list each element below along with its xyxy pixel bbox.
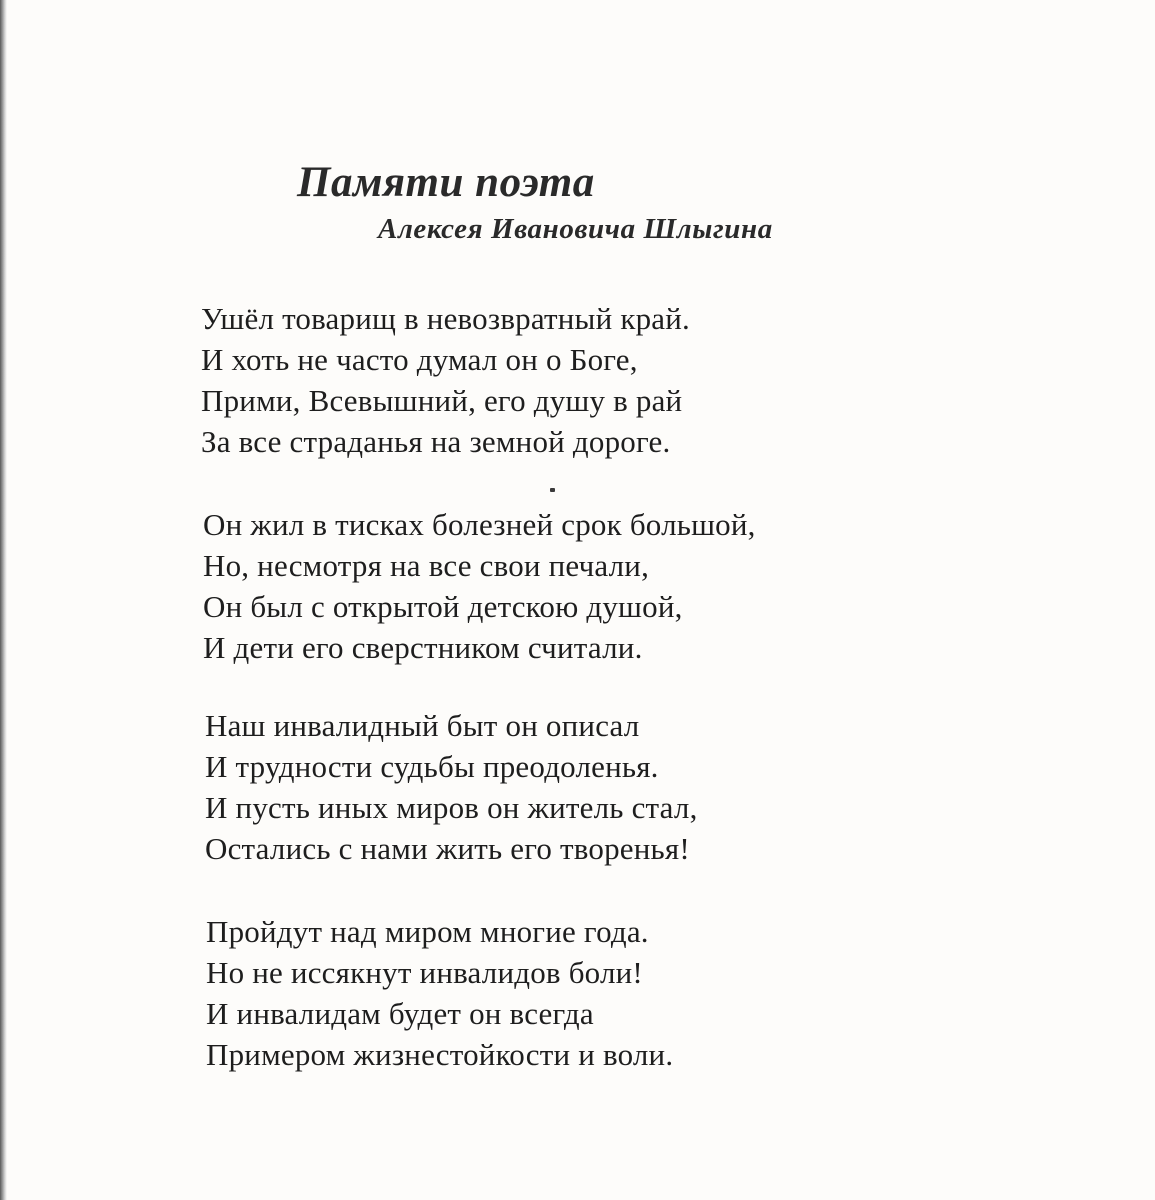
poem-line: Прими, Всевышний, его душу в рай	[201, 383, 683, 418]
poem-line: И трудности судьбы преодоленья.	[205, 749, 659, 784]
poem-line: И хоть не часто думал он о Боге,	[201, 342, 638, 377]
poem-line: Наш инвалидный быт он описал	[205, 708, 640, 743]
stanza-3	[205, 705, 698, 869]
poem-line: Но, несмотря на все свои печали,	[203, 548, 650, 583]
poem-dedication: Алексея Ивановича Шлыгина	[378, 213, 773, 245]
poem-line: И дети его сверстником считали.	[203, 630, 643, 665]
poem-line: И пусть иных миров он житель стал,	[205, 790, 698, 825]
poem-line: И инвалидам будет он всегда	[206, 996, 594, 1031]
stanza-2	[203, 504, 756, 668]
poem-line: Пройдут над миром многие года.	[206, 914, 649, 949]
poem-line: Он был с открытой детскою душой,	[203, 589, 683, 624]
poem-title: Памяти поэта	[297, 159, 595, 206]
poem-line: Он жил в тисках болезней срок большой,	[203, 507, 756, 542]
page-edge	[0, 0, 7, 1200]
stanza-1	[201, 298, 690, 462]
poem-line: Ушёл товарищ в невозвратный край.	[201, 301, 690, 336]
poem-line: Остались с нами жить его творенья!	[205, 831, 690, 866]
poem-line: За все страданья на земной дороге.	[201, 424, 671, 459]
poem-line: Примером жизнестойкости и воли.	[206, 1037, 674, 1072]
stanza-4	[206, 911, 673, 1075]
print-speck	[550, 488, 555, 492]
poem-line: Но не иссякнут инвалидов боли!	[206, 955, 643, 990]
